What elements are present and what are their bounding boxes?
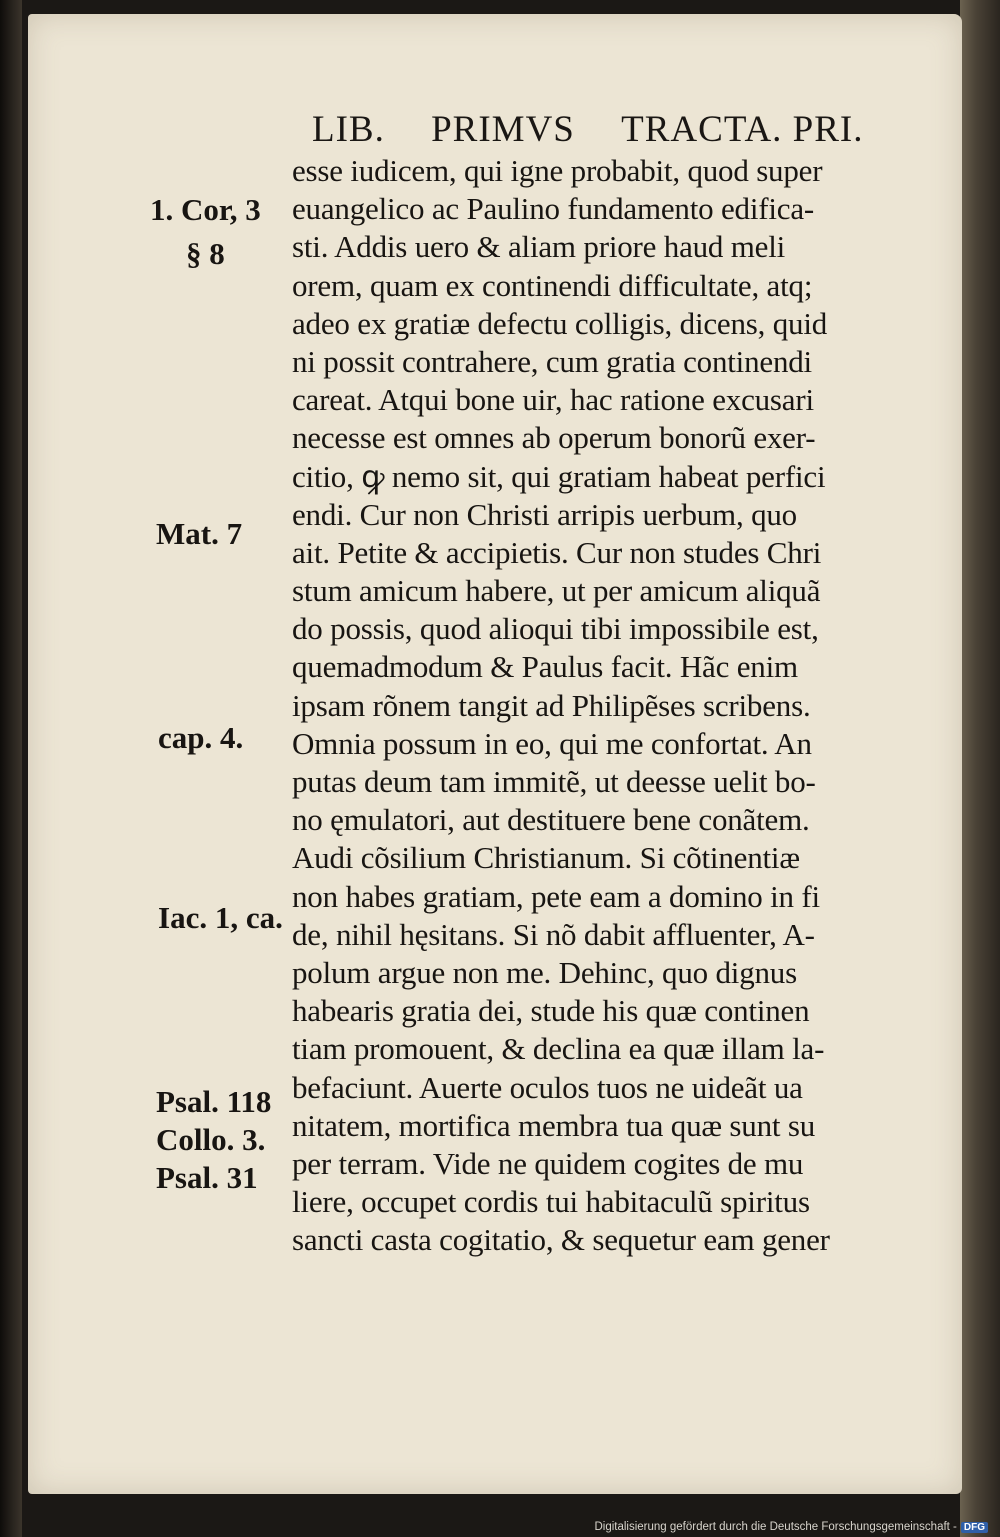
text-line: non habes gratiam, pete eam a domino in fi	[292, 878, 820, 914]
dfg-logo: DFG	[961, 1522, 988, 1533]
text-line: do possis, quod alioqui tibi impossibile est,	[292, 611, 819, 647]
margin-note-cap: cap. 4.	[158, 720, 244, 755]
text-line: euangelico ac Paulino fundamento edifica-	[292, 191, 815, 227]
text-line: ait. Petite & accipietis. Cur non studes Chri	[292, 534, 822, 570]
margin-note-mat: Mat. 7	[156, 516, 243, 551]
text-line: befaciunt. Auerte oculos tuos ne uideãt ua	[292, 1069, 803, 1105]
text-line: tiam promouent, & declina ea quæ illam la-	[292, 1031, 825, 1067]
margin-note-psal-118: Psal. 118	[156, 1084, 272, 1119]
text-line: Audi cõsilium Christianum. Si cõtinentiæ	[292, 840, 800, 876]
text-line: esse iudicem, qui igne probabit, quod super	[292, 153, 823, 188]
text-line: orem, quam ex continendi difficultate, atq;	[292, 267, 813, 303]
margin-note-1-cor: 1. Cor, 3	[150, 192, 261, 227]
text-line: sancti casta cogitatio, & sequetur eam gener	[292, 1222, 830, 1258]
text-line: adeo ex gratiæ defectu colligis, dicens, quid	[292, 305, 828, 341]
text-line: per terram. Vide ne quidem cogites de mu	[292, 1145, 804, 1181]
margin-note-psal-31: Psal. 31	[156, 1160, 258, 1195]
text-line: quemadmodum & Paulus facit. Hãc enim	[292, 649, 798, 685]
body-text	[292, 152, 922, 1259]
text-line: nitatem, mortifica membra tua quæ sunt su	[292, 1107, 815, 1143]
header-part-1: LIB.	[312, 109, 385, 150]
digitization-credit	[594, 1521, 988, 1533]
margin-note-section-8: § 8	[186, 236, 225, 271]
text-line: putas deum tam immitẽ, ut deesse uelit bo-	[292, 764, 816, 799]
text-line: careat. Atqui bone uir, hac ratione excusari	[292, 382, 814, 418]
text-line: necesse est omnes ab operum bonorũ exer-	[292, 420, 816, 456]
credit-text: Digitalisierung gefördert durch die Deutsche Forschungsgemeinschaft -	[594, 1521, 957, 1533]
header-part-2: PRIMVS	[431, 109, 575, 150]
text-line: habearis gratia dei, stude his quæ continen	[292, 993, 810, 1029]
text-line: polum argue non me. Dehinc, quo dignus	[292, 954, 797, 990]
margin-note-collo: Collo. 3.	[156, 1122, 266, 1157]
text-line: liere, occupet cordis tui habitaculũ spiritus	[292, 1184, 810, 1220]
text-line: citio, ꝙ nemo sit, qui gratiam habeat perfici	[292, 458, 826, 494]
text-line: stum amicum habere, ut per amicum aliquã	[292, 573, 821, 609]
book-edge-left	[0, 0, 22, 1537]
text-line: no ęmulatori, aut destituere bene conãtem.	[292, 802, 810, 838]
margin-note-iac: Iac. 1, ca.	[158, 900, 283, 935]
text-line: ipsam rõnem tangit ad Philipẽses scribens.	[292, 687, 811, 723]
text-line: ni possit contrahere, cum gratia continendi	[292, 343, 812, 379]
header-part-3: TRACTA. PRI.	[621, 109, 864, 150]
text-line: de, nihil hęsitans. Si nõ dabit affluenter, A-	[292, 916, 815, 952]
running-header	[312, 108, 864, 151]
text-line: endi. Cur non Christi arripis uerbum, quo	[292, 496, 797, 532]
text-line: sti. Addis uero & aliam priore haud meli	[292, 229, 786, 265]
book-edge-right	[960, 0, 1000, 1537]
text-line: Omnia possum in eo, qui me confortat. An	[292, 725, 812, 761]
